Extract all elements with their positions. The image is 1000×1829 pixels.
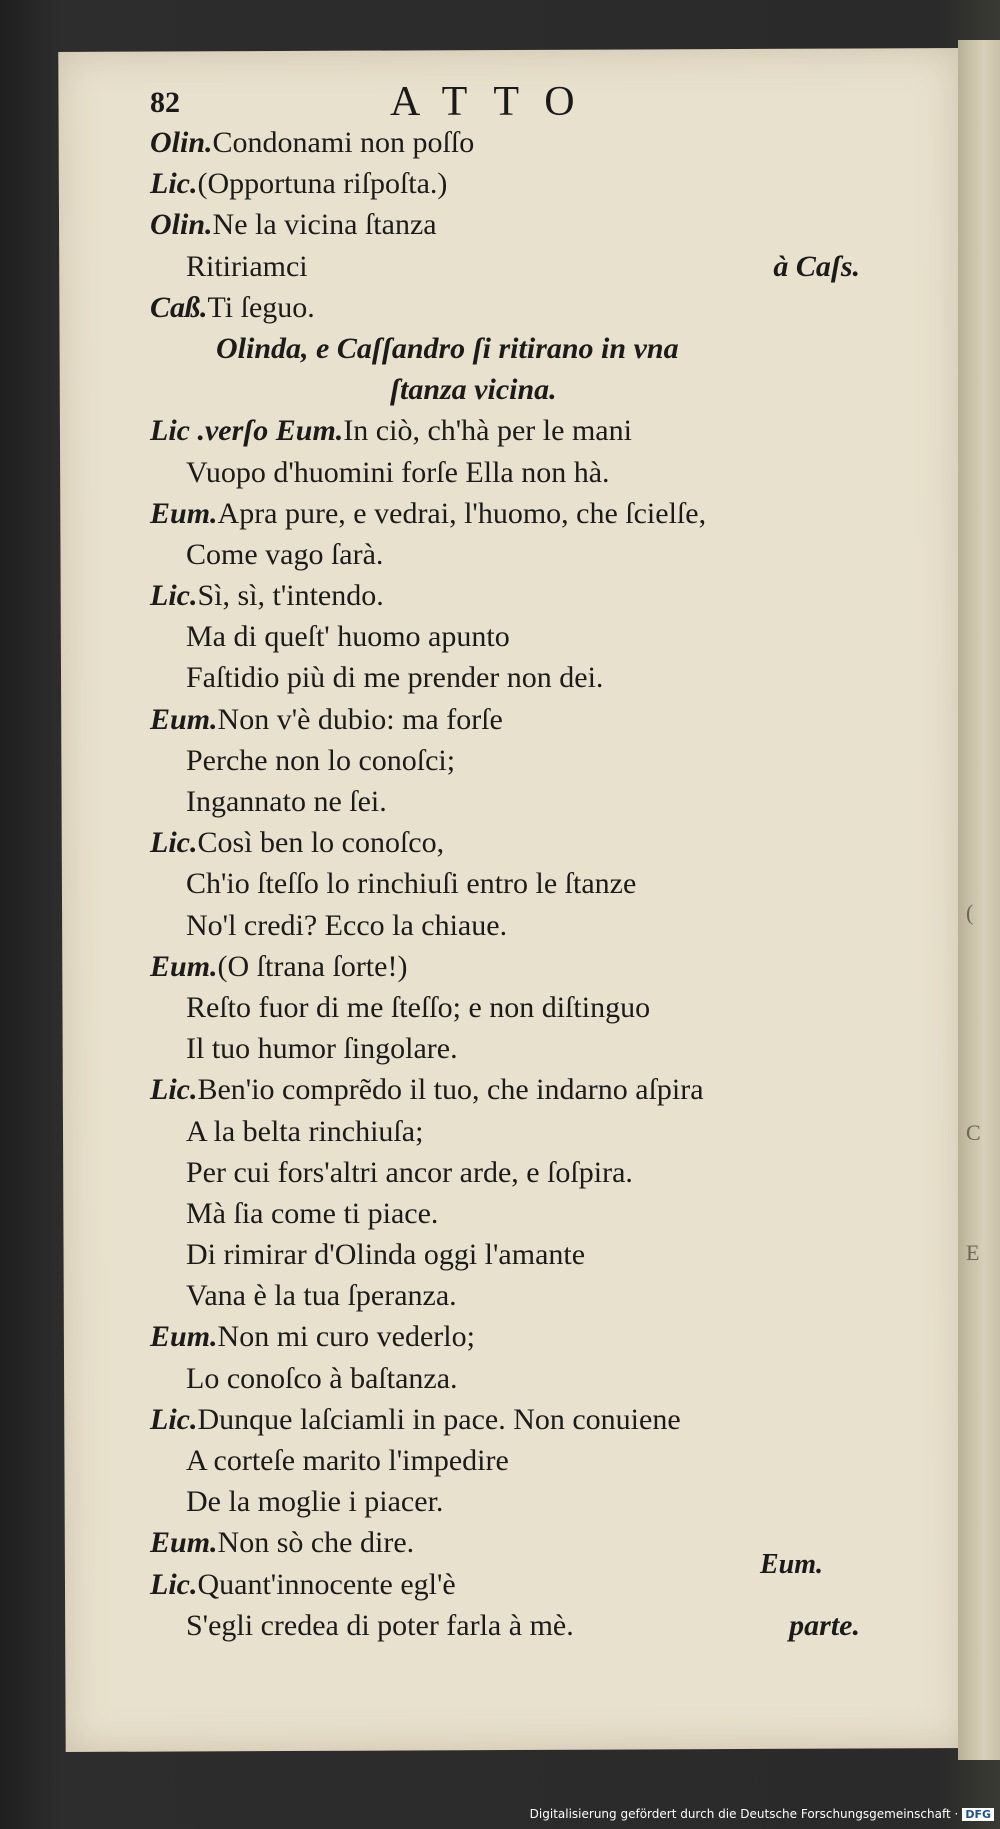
verse-line: [150, 493, 910, 534]
speaker-label: Lic .verſo Eum.: [150, 414, 344, 448]
line-text: Lo conoſco à baſtanza.: [186, 1361, 458, 1395]
speaker-label: Eum.: [150, 1526, 218, 1560]
line-text: S'egli credea di poter farla à mè.: [186, 1608, 574, 1642]
speaker-label: Eum.: [150, 1320, 218, 1354]
verse-line: [150, 1399, 910, 1440]
verse-line: [150, 1440, 910, 1481]
verse-line: [150, 534, 910, 575]
line-text: Sì, sì, t'intendo.: [197, 579, 384, 613]
line-text: Ben'io comprẽdo il tuo, che indarno aſpira: [197, 1073, 704, 1107]
line-text: Olinda, e Caſſandro ſi ritirano in vna: [216, 331, 679, 365]
verse-line: [150, 1605, 910, 1646]
stage-direction: [150, 369, 910, 410]
speaker-label: Lic.: [150, 1073, 198, 1107]
verse-line: [150, 452, 910, 493]
line-text: Come vago ſarà.: [186, 537, 384, 571]
line-text: Non sò che dire.: [217, 1526, 415, 1560]
verse-line: [150, 1193, 910, 1234]
dfg-logo: DFG: [962, 1808, 994, 1821]
line-text: Perche non lo conoſci;: [186, 743, 456, 777]
verse-line: [150, 1069, 910, 1110]
line-text: ſtanza vicina.: [390, 373, 557, 407]
speaker-label: Lic.: [150, 1567, 198, 1601]
verse-line: [150, 699, 910, 740]
speaker-label: Lic.: [150, 167, 198, 201]
line-text: Ne la vicina ſtanza: [212, 208, 437, 242]
page-header: [140, 78, 940, 128]
speaker-label: Eum.: [150, 496, 218, 530]
line-text: Ritiriamci: [186, 249, 308, 283]
verse-line: [150, 1316, 910, 1357]
verse-line: [150, 657, 910, 698]
digitization-footer: [530, 1803, 994, 1825]
verse-line: [150, 946, 910, 987]
line-text: Apra pure, e vedrai, l'huomo, che ſcielſe,: [217, 496, 707, 530]
verse-line: [150, 905, 910, 946]
play-text: [150, 122, 910, 1646]
line-text: Ma di queſt' huomo apunto: [186, 620, 510, 654]
line-text: Dunque laſciamli in pace. Non conuiene: [197, 1402, 681, 1436]
line-text: No'l credi? Ecco la chiaue.: [186, 908, 508, 942]
line-text: (Opportuna riſpoſta.): [197, 167, 448, 201]
line-text: A la belta rinchiuſa;: [186, 1114, 424, 1148]
line-text: In ciò, ch'hà per le mani: [343, 414, 632, 448]
verse-line: [150, 1275, 910, 1316]
verse-line: [150, 246, 910, 287]
verse-line: [150, 1028, 910, 1069]
folio-number: 82: [150, 86, 180, 119]
stage-cue: parte.: [789, 1608, 860, 1642]
verse-line: [150, 204, 910, 245]
verse-line: [150, 987, 910, 1028]
line-text: Mà ſia come ti piace.: [186, 1196, 439, 1230]
verse-line: [150, 1234, 910, 1275]
funding-credit: Digitalisierung gefördert durch die Deutsche Forschungsgemeinschaft ·: [529, 1807, 959, 1821]
line-text: Ch'io ſteſſo lo rinchiuſi entro le ſtanze: [186, 867, 637, 901]
speaker-label: Olin.: [150, 208, 213, 242]
line-text: Ti ſeguo.: [207, 290, 315, 324]
line-text: Non v'è dubio: ma forſe: [217, 702, 503, 736]
verse-line: [150, 740, 910, 781]
line-text: Non mi curo vederlo;: [217, 1320, 475, 1354]
verse-line: [150, 575, 910, 616]
running-title: ATTO: [390, 79, 601, 125]
verse-line: [150, 287, 910, 328]
stage-cue: à Caſs.: [773, 249, 860, 283]
line-text: Il tuo humor ſingolare.: [186, 1032, 458, 1066]
line-text: Condonami non poſſo: [212, 126, 475, 159]
speaker-label: Olin.: [150, 126, 213, 159]
verse-line: [150, 863, 910, 904]
facing-page-fragment: C: [966, 1120, 981, 1145]
line-text: De la moglie i piacer.: [186, 1485, 444, 1519]
verse-line: [150, 163, 910, 204]
verse-line: [150, 122, 910, 163]
stage-direction: [150, 328, 910, 369]
speaker-label: Lic.: [150, 826, 198, 860]
speaker-label: Caß.: [150, 290, 208, 324]
line-text: (O ſtrana ſorte!): [217, 949, 408, 983]
facing-page-fragment: (: [966, 900, 974, 925]
verse-line: [150, 410, 910, 451]
line-text: Per cui fors'altri ancor arde, e ſoſpira.: [186, 1155, 633, 1189]
verse-line: [150, 616, 910, 657]
facing-page-edge: [958, 40, 1000, 1760]
line-text: A corteſe marito l'impedire: [186, 1444, 509, 1477]
verse-line: [150, 781, 910, 822]
line-text: Così ben lo conoſco,: [197, 826, 445, 860]
speaker-label: Lic.: [150, 579, 198, 613]
verse-line: [150, 1152, 910, 1193]
line-text: Reſto fuor di me ſteſſo; e non diſtinguo: [186, 990, 651, 1024]
line-text: Vuopo d'huomini forſe Ella non hà.: [186, 455, 610, 489]
facing-page-fragment: E: [966, 1240, 980, 1265]
verse-line: [150, 1358, 910, 1399]
verse-line: [150, 1111, 910, 1152]
speaker-label: Eum.: [150, 702, 218, 736]
verse-line: [150, 822, 910, 863]
line-text: Vana è la tua ſperanza.: [186, 1279, 457, 1313]
speaker-label: Eum.: [150, 949, 218, 983]
speaker-label: Lic.: [150, 1402, 198, 1436]
verse-line: [150, 1481, 910, 1522]
line-text: Ingannato ne ſei.: [186, 785, 387, 818]
line-text: Faſtidio più di me prender non dei.: [186, 661, 604, 695]
catchword: Eum.: [760, 1549, 824, 1580]
line-text: Quant'innocente egl'è: [197, 1567, 456, 1601]
line-text: Di rimirar d'Olinda oggi l'amante: [186, 1238, 586, 1272]
